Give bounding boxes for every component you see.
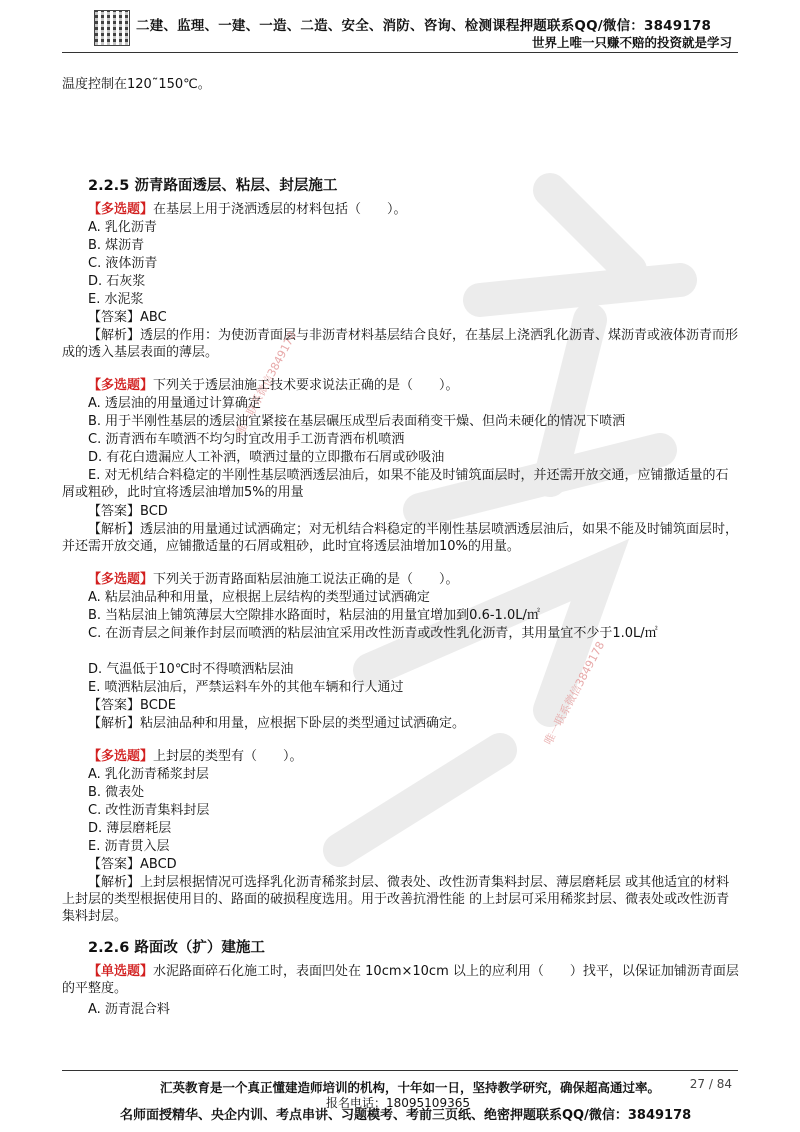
footer-institution-text: 汇英教育是一个真正懂建造师培训的机构，十年如一日，坚持教学研究，确保超高通过率。 [160, 1080, 661, 1095]
question-text: 下列关于透层油施工技术要求说法正确的是（ ）。 [153, 378, 459, 393]
option: C. 在沥青层之间兼作封层而喷洒的粘层油宜采用改性沥青或改性乳化沥青，其用量宜不少于1.0L/㎡ [88, 626, 658, 641]
option: D. 有花白遗漏应人工补洒，喷洒过量的立即撒布石屑或砂吸油 [88, 450, 445, 465]
question-stem [62, 201, 407, 218]
option: C. 液体沥青 [88, 256, 158, 271]
question-type-tag: 【多选题】 [88, 378, 154, 393]
question-type-tag: 【多选题】 [88, 202, 154, 217]
analysis: 【解析】上封层根据情况可选择乳化沥青稀浆封层、微表处、改性沥青集料封层、薄层磨耗层 或其他适宜的材料 上封层的类型根据使用目的、路面的破损程度选用。用于改善抗滑性能 的上封层可采用稀浆封层、微表处或改性沥青集料封层。 [62, 875, 730, 924]
question-text: 下列关于沥青路面粘层油施工说法正确的是（ ）。 [153, 572, 459, 587]
question-stem [62, 748, 303, 765]
option: C. 改性沥青集料封层 [88, 803, 210, 818]
page-number: 27 / 84 [689, 1077, 732, 1091]
question-type-tag: 【多选题】 [88, 749, 154, 764]
option: A. 乳化沥青 [88, 220, 157, 235]
header-divider [62, 52, 738, 53]
option: A. 粘层油品种和用量，应根据上层结构的类型通过试洒确定 [88, 590, 430, 605]
question-stem [62, 571, 459, 588]
option: D. 气温低于10℃时不得喷洒粘层油 [88, 662, 294, 677]
section-title: 2.2.5 沥青路面透层、粘层、封层施工 [88, 178, 338, 194]
option: B. 煤沥青 [88, 238, 145, 253]
option: E. 喷洒粘层油后，严禁运料车外的其他车辆和行人通过 [88, 680, 404, 695]
analysis: 【解析】透层的作用：为使沥青面层与非沥青材料基层结合良好，在基层上浇洒乳化沥青、煤沥青或液体沥青而形成的透入基层表面的薄层。 [62, 328, 739, 360]
question-stem [62, 377, 459, 394]
intro-text: 温度控制在120˜150℃。 [62, 77, 211, 92]
option: E. 沥青贯入层 [88, 839, 170, 854]
watermark-text: 唯一联系微信3849178 [541, 639, 608, 748]
footer-divider [62, 1070, 738, 1071]
question-type-tag: 【多选题】 [88, 572, 154, 587]
question-text: 水泥路面碎石化施工时，表面凹处在 10cm×10cm 以上的应利用（ ）找平，以保证加铺沥青面层的平整度。 [62, 964, 739, 996]
option: A. 透层油的用量通过计算确定 [88, 396, 261, 411]
question-type-tag: 【单选题】 [88, 964, 154, 979]
footer-phone: 报名电话：18095109365 [326, 1096, 470, 1110]
option: E. 水泥浆 [88, 292, 144, 307]
analysis: 【解析】粘层油品种和用量，应根据下卧层的类型通过试洒确定。 [88, 716, 466, 731]
section-title: 2.2.6 路面改（扩）建施工 [88, 940, 265, 956]
answer: 【答案】ABC [88, 310, 167, 325]
question-stem [62, 963, 740, 997]
header-slogan: 世界上唯一只赚不赔的投资就是学习 [531, 35, 732, 50]
option: A. 乳化沥青稀浆封层 [88, 767, 209, 782]
option: C. 沥青洒布车喷洒不均匀时宜改用手工沥青洒布机喷洒 [88, 432, 405, 447]
answer: 【答案】BCDE [88, 698, 176, 713]
option: E. 对无机结合料稳定的半刚性基层喷洒透层油后，如果不能及时铺筑面层时，并还需开放交通，应铺撒适量的石屑或粗砂，此时宜将透层油增加5%的用量 [62, 468, 729, 500]
page-header [0, 0, 800, 60]
answer: 【答案】BCD [88, 504, 168, 519]
watermark-text: 唯一联系微信3849178 [233, 329, 300, 438]
question-text: 上封层的类型有（ ）。 [153, 749, 303, 764]
option: A. 沥青混合料 [88, 1002, 170, 1017]
option: D. 石灰浆 [88, 274, 146, 289]
option: D. 薄层磨耗层 [88, 821, 172, 836]
answer: 【答案】ABCD [88, 857, 177, 872]
header-contact-line: 二建、监理、一建、一造、二造、安全、消防、咨询、检测课程押题联系QQ/微信：3849178 [136, 18, 712, 34]
option: B. 微表处 [88, 785, 145, 800]
qr-code-icon [94, 10, 130, 46]
option: B. 当粘层油上铺筑薄层大空隙排水路面时，粘层油的用量宜增加到0.6-1.0L/㎡ [88, 608, 540, 623]
option: B. 用于半刚性基层的透层油宜紧接在基层碾压成型后表面稍变干燥、但尚未硬化的情况下喷洒 [88, 414, 626, 429]
footer-contact-line: 名师面授精华、央企内训、考点串讲、习题模考、考前三页纸、绝密押题联系QQ/微信：3849178 [120, 1108, 692, 1123]
question-text: 在基层上用于浇洒透层的材料包括（ ）。 [153, 202, 407, 217]
analysis: 【解析】透层油的用量通过试洒确定；对无机结合料稳定的半刚性基层喷洒透层油后，如果不能及时铺筑面层时，并还需开放交通，应铺撒适量的石屑或粗砂，此时宜将透层油增加10%的用量。 [62, 522, 739, 554]
